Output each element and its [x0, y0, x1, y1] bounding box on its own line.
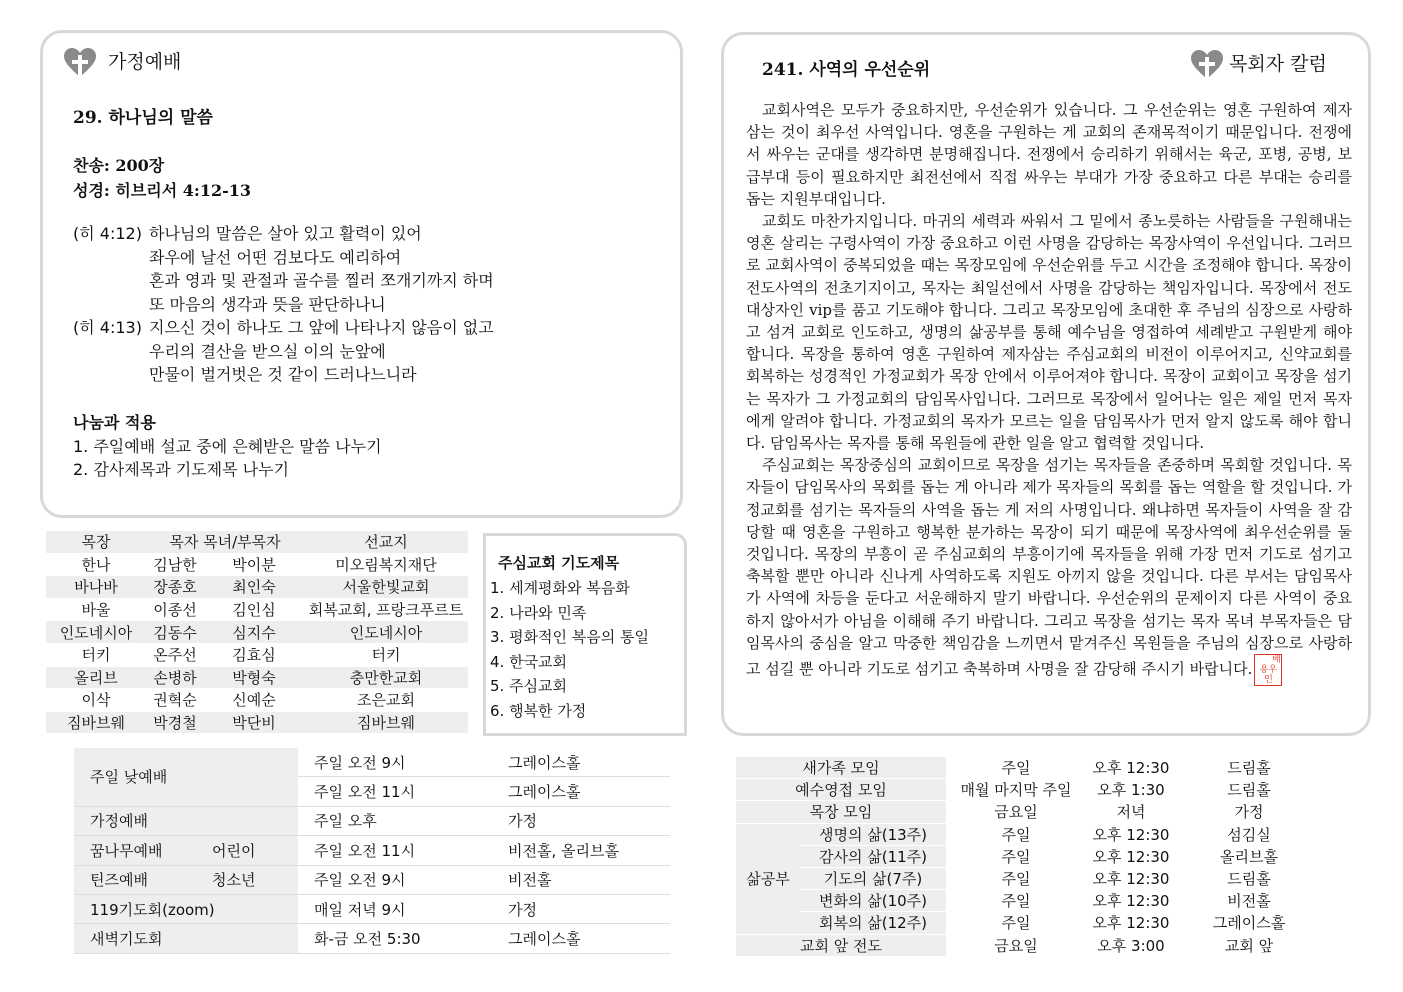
- table-row: [74, 836, 670, 865]
- share-section: [73, 411, 382, 482]
- column-body: [746, 99, 1352, 686]
- service-time: 주일 오전 9시: [298, 865, 492, 894]
- service-place: 가정: [492, 806, 670, 835]
- meeting-day: 주일: [946, 823, 1086, 845]
- family-worship-panel: [40, 30, 683, 518]
- table-row: [736, 757, 1322, 779]
- meeting-name: 회복의 삶(12주): [800, 912, 946, 934]
- service-group: 청소년: [196, 865, 298, 894]
- service-group: 어린이: [196, 836, 298, 865]
- cell: 인도네시아: [46, 621, 146, 644]
- table-row: [74, 748, 670, 777]
- cell: 바나바: [46, 576, 146, 599]
- table-row: [74, 924, 670, 953]
- service-time: 주일 오전 9시: [298, 748, 492, 777]
- service-place: 가정: [492, 894, 670, 923]
- cell: 김남한: [146, 553, 204, 576]
- cell: 터키: [304, 643, 468, 666]
- table-row: [736, 912, 1322, 934]
- table-row: [46, 598, 468, 621]
- cell: 장종호: [146, 576, 204, 599]
- meeting-time: 오후 12:30: [1086, 912, 1176, 934]
- table-row: [736, 823, 1322, 845]
- prayer-panel: [483, 533, 687, 736]
- meeting-name: 기도의 삶(7주): [800, 867, 946, 889]
- cell: 박이분: [204, 553, 304, 576]
- meeting-time: 오후 3:00: [1086, 934, 1176, 956]
- meeting-place: 비전홀: [1176, 890, 1322, 912]
- cell: 한나: [46, 553, 146, 576]
- column-title: 241. 사역의 우선순위: [762, 60, 931, 80]
- table-row: [74, 865, 670, 894]
- cell: 최인숙: [204, 576, 304, 599]
- verse-line: (히 4:12) 하나님의 말씀은 살아 있고 활력이 있어: [73, 224, 422, 243]
- cell: 충만한교회: [304, 666, 468, 689]
- service-place: 그레이스홀: [492, 748, 670, 777]
- table-row: [736, 890, 1322, 912]
- table-row: [46, 621, 468, 644]
- table-row: [46, 576, 468, 599]
- cell: 김효심: [204, 643, 304, 666]
- prayer-list: [490, 576, 649, 724]
- table-row: [736, 934, 1322, 956]
- cell: 박단비: [204, 711, 304, 734]
- seal-stamp: 배용우인: [1254, 654, 1282, 686]
- lesson-title: 29. 하나님의 말씀: [73, 108, 213, 128]
- meeting-place: 드림홀: [1176, 757, 1322, 779]
- prayer-item: 5. 주심교회: [490, 677, 568, 696]
- service-name: 119기도회(zoom): [74, 894, 298, 923]
- cell: 박경철: [146, 711, 204, 734]
- verse-line: 좌우에 날선 어떤 검보다도 예리하여: [149, 247, 402, 267]
- table-row: [46, 553, 468, 576]
- verse-line: 혼과 영과 및 관절과 골수를 찔러 쪼개기까지 하며: [149, 271, 494, 290]
- column-paragraph: 교회도 마찬가지입니다. 마귀의 세력과 싸워서 그 밑에서 종노릇하는 사람들을 구원해내는 영혼 살리는 구령사역이 가장 중요하고 이런 사명을 감당하는 목장사역이 우선입니다. 그러므로 교회사역이 중복되었을 때는 목장모임에 우선순위를 두고 시간을 조정해야 합니다. 목장이 전도사역의 전초기지이고, 목자는 최일선에서 사명을 감당하는 책임자입니다. 목장에서 전도대상자인 vip를 품고 기도해야 합니다. 그리고 목장모임에 초대한 후 주님의 심장으로 사랑하고 섬겨 교회로 인도하고, 생명의 삶공부를 통해 예수님을 영접하여 세례받고 구원받게 해야 합니다. 목장을 통하여 영혼 구원하여 제자삼는 주심교회의 비전이 이루어지고, 신약교회를 회복하는 성경적인 가정교회가 목장 안에서 이루어져야 합니다. 목장이 교회이고 목장을 섬기는 목자가 그 가정교회의 담임목사입니다. 그러므로 목장에서 일어나는 일은 제일 먼저 목자에게 알려야 합니다. 가정교회의 목자가 모르는 일을 담임목사가 먼저 알지 않도록 해야 합니다. 담임목사는 목자를 통해 목원들에 관한 일을 알고 협력할 것입니다.: [746, 212, 1352, 453]
- meeting-place: 드림홀: [1176, 779, 1322, 801]
- service-name: 가정예배: [74, 806, 196, 835]
- cell: 짐바브웨: [46, 711, 146, 734]
- meeting-day: 주일: [946, 757, 1086, 779]
- meeting-day: 매월 마지막 주일: [946, 779, 1086, 801]
- meeting-day: 금요일: [946, 801, 1086, 823]
- meeting-time: 저녁: [1086, 801, 1176, 823]
- cell: 회복교회, 프랑크푸르트: [304, 598, 468, 621]
- meeting-name: 생명의 삶(13주): [800, 823, 946, 845]
- prayer-item: 2. 나라와 민족: [490, 603, 587, 622]
- meeting-time: 오후 12:30: [1086, 823, 1176, 845]
- table-row: [46, 666, 468, 689]
- meeting-place: 가정: [1176, 801, 1322, 823]
- cell: 손병하: [146, 666, 204, 689]
- meetings-table: [736, 757, 1322, 957]
- cell: 이삭: [46, 689, 146, 712]
- column-header: 목장: [46, 531, 146, 553]
- meeting-time: 오후 12:30: [1086, 890, 1176, 912]
- prayer-item: 1. 세계평화와 복음화: [490, 579, 630, 597]
- service-time: 주일 오후: [298, 806, 492, 835]
- cell: 신예순: [204, 689, 304, 712]
- table-row: [736, 779, 1322, 801]
- meeting-place: 섬김실: [1176, 823, 1322, 845]
- service-time: 매일 저녁 9시: [298, 894, 492, 923]
- service-place: 비전홀: [492, 865, 670, 894]
- cell: 올리브: [46, 666, 146, 689]
- meeting-day: 주일: [946, 890, 1086, 912]
- cell: 짐바브웨: [304, 711, 468, 734]
- cell: 이종선: [146, 598, 204, 621]
- cell: 온주선: [146, 643, 204, 666]
- cell: 터키: [46, 643, 146, 666]
- meeting-place: 그레이스홀: [1176, 912, 1322, 934]
- service-place: 그레이스홀: [492, 777, 670, 806]
- cell: 박형숙: [204, 666, 304, 689]
- table-row: [46, 689, 468, 712]
- service-place: 비전홀, 올리브홀: [492, 836, 670, 865]
- meeting-name: 목장 모임: [736, 801, 946, 823]
- meeting-name: 교회 앞 전도: [736, 934, 946, 956]
- prayer-item: 4. 한국교회: [490, 652, 568, 671]
- cell: 바울: [46, 598, 146, 621]
- cell: 조은교회: [304, 689, 468, 712]
- meeting-place: 드림홀: [1176, 867, 1322, 889]
- column-paragraph: 교회사역은 모두가 중요하지만, 우선순위가 있습니다. 그 우선순위는 영혼 구원하여 제자 삼는 것이 최우선 사역입니다. 영혼을 구원하는 게 교회의 존재목적이기 때문입니다. 전쟁에서 싸우는 군대를 생각하면 분명해집니다. 전쟁에서 승리하기 위해서는 육군, 포병, 공병, 보급부대 등이 필요하지만 최전선에서 직접 싸우는 부대가 가장 중요하고 다른 부대는 승리를 돕는 지원부대입니다.: [746, 101, 1352, 208]
- meeting-time: 오후 12:30: [1086, 757, 1176, 779]
- pastor-column-panel: [721, 32, 1371, 736]
- cell: 미오림복지재단: [304, 553, 468, 576]
- meeting-place: 교회 앞: [1176, 934, 1322, 956]
- meeting-name: 새가족 모임: [736, 757, 946, 779]
- meeting-day: 금요일: [946, 934, 1086, 956]
- heart-cross-icon: [63, 47, 97, 79]
- cell: 인도네시아: [304, 621, 468, 644]
- meeting-day: 주일: [946, 867, 1086, 889]
- share-title: 나눔과 적용: [73, 413, 156, 432]
- cell: 김인심: [204, 598, 304, 621]
- service-name: 꿈나무예배: [74, 836, 196, 865]
- cell: 서울한빛교회: [304, 576, 468, 599]
- hymn-line: 찬송: 200장: [73, 156, 165, 175]
- service-place: 그레이스홀: [492, 924, 670, 953]
- meeting-time: 오후 12:30: [1086, 867, 1176, 889]
- table-row: [46, 711, 468, 734]
- worship-schedule-table: [74, 748, 670, 954]
- prayer-title: 주심교회 기도제목: [498, 554, 620, 572]
- column-header: 목자 목녀/부목자: [146, 531, 304, 553]
- share-item: 1. 주일예배 설교 중에 은혜받은 말씀 나누기: [73, 436, 382, 456]
- table-row: [74, 806, 670, 835]
- cell: 심지수: [204, 621, 304, 644]
- column-paragraph: 주심교회는 목장중심의 교회이므로 목장을 섬기는 목자들을 존중하며 목회할 것입니다. 목자들이 담임목사의 목회를 돕는 게 아니라 제가 목자들의 목회를 돕는 역할을 할 것입니다. 가정교회를 섬기는 목자들의 사역을 돕는 게 저의 사명입니다. 왜냐하면 목자들이 사역을 잘 감당할 때 영혼을 구원하고 행복한 분가하는 목장이 되기 때문에 목장사역에 최우선순위를 둘 것입니다. 목장의 부흥이 곧 주심교회의 부흥이기에 목자들을 위해 가장 먼저 기도로 섬기고 축복할 뿐만 아니라 신나게 사역하도록 지원도 아끼지 않을 것입니다. 다른 부서는 담임목사가 사역에 차등을 둔다고 서운해하지 말기 바랍니다. 우선순위의 문제이지 다른 사역이 중요하지 않아서가 아님을 이해해 주기 바랍니다. 그리고 목장을 섬기는 목자 목녀 부목자들은 담임목사의 중심을 알고 막중한 책임감을 느끼면서 맡겨주신 목원들을 주님의 심장으로 사랑하고 섬길 뿐 아니라 기도로 섬기고 축복하며 사명을 잘 감당해 주시기 바랍니다. 배용우인: [746, 456, 1352, 686]
- meeting-name: 감사의 삶(11주): [800, 845, 946, 867]
- panel-title: 가정예배: [108, 51, 182, 73]
- service-name: 새벽기도회: [74, 924, 298, 953]
- column-label: 목회자 칼럼: [1229, 53, 1327, 75]
- meeting-day: 주일: [946, 845, 1086, 867]
- column-header: 선교지: [304, 531, 468, 553]
- service-time: 주일 오전 11시: [298, 836, 492, 865]
- meeting-day: 주일: [946, 912, 1086, 934]
- table-row: [46, 643, 468, 666]
- service-name: 틴즈예배: [74, 865, 196, 894]
- service-group: [196, 806, 298, 835]
- share-item: 2. 감사제목과 기도제목 나누기: [73, 460, 289, 479]
- service-time: 화-금 오전 5:30: [298, 924, 492, 953]
- meeting-time: 오후 1:30: [1086, 779, 1176, 801]
- meeting-place: 올리브홀: [1176, 845, 1322, 867]
- prayer-item: 3. 평화적인 복음의 통일: [490, 628, 650, 647]
- verse-line: 우리의 결산을 받으실 이의 눈앞에: [149, 341, 386, 361]
- meeting-name: 예수영접 모임: [736, 779, 946, 801]
- meeting-name: 변화의 삶(10주): [800, 890, 946, 912]
- cell: 김동수: [146, 621, 204, 644]
- table-row: [74, 894, 670, 923]
- heart-cross-icon: [1190, 49, 1224, 81]
- table-header-row: [46, 531, 468, 553]
- service-time: 주일 오전 11시: [298, 777, 492, 806]
- verse-line: 또 마음의 생각과 뜻을 판단하나니: [149, 294, 386, 314]
- table-row: [736, 845, 1322, 867]
- verse-line: 만물이 벌거벗은 것 같이 드러나느니라: [149, 365, 417, 384]
- table-row: [736, 867, 1322, 889]
- prayer-item: 6. 행복한 가정: [490, 701, 587, 720]
- verse-line: (히 4:13) 지으신 것이 하나도 그 앞에 나타나지 않음이 없고: [73, 318, 494, 337]
- table-row: [736, 801, 1322, 823]
- service-name: 주일 낮예배: [74, 748, 298, 806]
- study-label: 삶공부: [736, 823, 800, 934]
- verse-block: [73, 222, 494, 387]
- cell: 권혁순: [146, 689, 204, 712]
- pastors-table: [46, 531, 468, 734]
- scripture-line: 성경: 히브리서 4:12-13: [73, 181, 251, 200]
- meeting-time: 오후 12:30: [1086, 845, 1176, 867]
